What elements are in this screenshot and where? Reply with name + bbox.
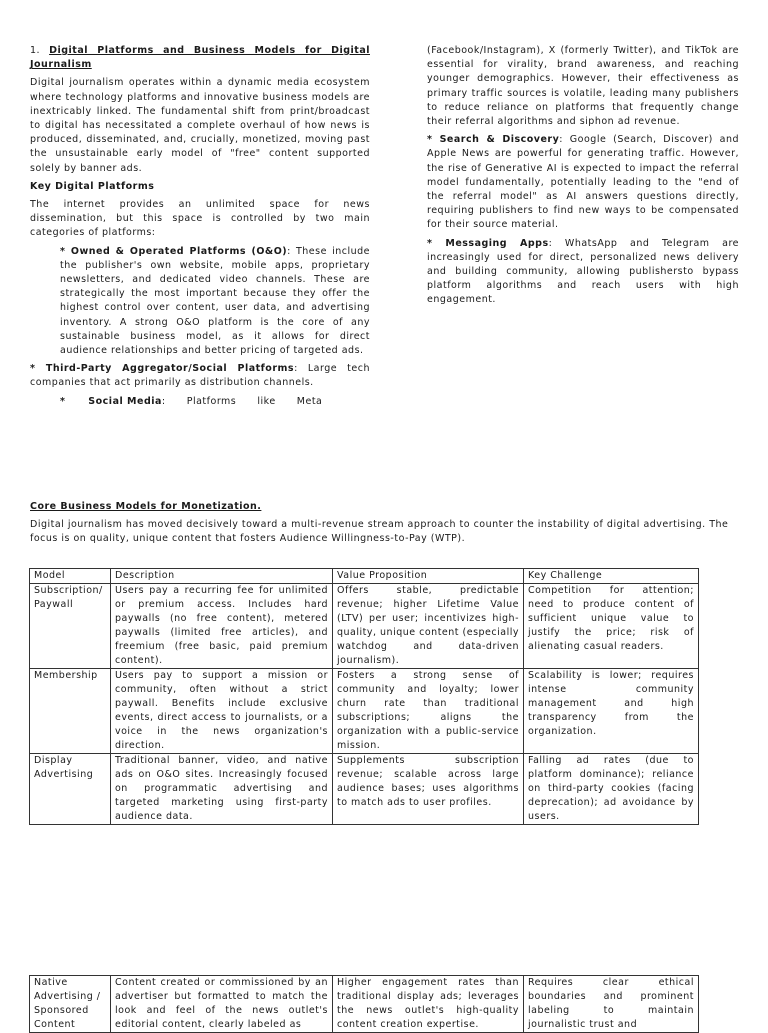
table-cell: Display Advertising <box>30 754 111 825</box>
business-models-section <box>30 500 740 547</box>
table-cell: Native Advertising / Sponsored Content <box>30 976 111 1033</box>
section-title: Digital Platforms and Business Models for Digital Journalism <box>30 45 370 71</box>
table-cell: Offers stable, predictable revenue; higher Lifetime Value (LTV) per user; incentivizes high-quality, unique content (especially watchdog and data-driven journalism). <box>333 584 524 669</box>
table-cell: Content created or commissioned by an advertiser but formatted to match the look and feel of the news outlet's editorial content, clearly labeled as <box>111 976 333 1033</box>
table-cell: Fosters a strong sense of community and loyalty; lower churn rate than traditional subscriptions; aligns the organization with a public-service mission. <box>333 669 524 754</box>
third-party-item <box>30 362 370 390</box>
table-cell: Subscription/ Paywall <box>30 584 111 669</box>
section-number: 1. <box>30 45 41 56</box>
business-models-intro: Digital journalism has moved decisively toward a multi-revenue stream approach to counter the instability of digital advertising. The focus is on quality, unique content that fosters Audience Willingness-to-Pay (WTP). <box>30 519 729 545</box>
key-platforms-heading: Key Digital Platforms <box>30 180 155 192</box>
platforms-intro: The internet provides an unlimited space for news dissemination, but this space is controlled by two main categories of platforms: <box>30 199 370 239</box>
table-header-cell: Key Challenge <box>524 569 699 584</box>
table-cell: Membership <box>30 669 111 754</box>
intro-paragraph: Digital journalism operates within a dynamic media ecosystem where technology platforms and innovative business models are inextricably linked. The fundamental shift from print/broadcast to digital has necessitated a complete overhaul of how news is produced, disseminated, and, crucially, monetized, moving past the unsustainable early model of "free" content supported solely by banner ads. <box>30 77 370 174</box>
social-media-label: * Social Media <box>60 395 162 407</box>
table-row <box>30 754 699 825</box>
owned-platforms-text: : These include the publisher's own website, mobile apps, proprietary newsletters, and dedicated video channels. These are strategically the most important because they offer the highest control over content, user data, and advertising inventory. A strong O&O platform is the core of any sustainable business model, as it allows for direct audience relationships and better pricing of targeted ads. <box>60 245 370 357</box>
messaging-apps-label: * Messaging Apps <box>427 237 549 249</box>
table-cell: Supplements subscription revenue; scalable across large audience bases; uses algorithms to match ads to user profiles. <box>333 754 524 825</box>
table-continuation-clip <box>0 975 768 1030</box>
table-row <box>30 669 699 754</box>
table-cell: Traditional banner, video, and native ads on O&O sites. Increasingly focused on programmatic advertising and targeted marketing using first-party audience data. <box>111 754 333 825</box>
business-models-table-continued <box>29 975 699 1033</box>
social-media-continued: (Facebook/Instagram), X (formerly Twitter), and TikTok are essential for virality, brand awareness, and reaching younger demographics. However, their effectiveness as primary traffic sources is volatile, leading many publishers to reduce reliance on platforms that frequently change their referral algorithms and siphon ad revenue. <box>427 45 739 128</box>
third-party-text: : Large tech companies that act primarily as distribution channels. <box>30 363 370 389</box>
section-heading <box>30 44 370 72</box>
right-column <box>427 44 739 312</box>
table-header-cell: Value Proposition <box>333 569 524 584</box>
third-party-label: * Third-Party Aggregator/Social Platforms <box>30 363 295 375</box>
table-header-row <box>30 569 699 584</box>
owned-platforms-label: * Owned & Operated Platforms (O&O) <box>60 245 288 257</box>
business-models-heading: Core Business Models for Monetization. <box>30 501 262 512</box>
search-discovery-label: * Search & Discovery <box>427 134 560 146</box>
table-row <box>30 976 699 1033</box>
owned-platforms-item <box>30 245 370 359</box>
left-column <box>30 44 370 413</box>
messaging-apps-text: : WhatsApp and Telegram are increasingly used for direct, personalized news delivery and building community, allowing publishersto bypass platform algorithms and reach users with high engagement. <box>427 237 739 306</box>
social-media-item <box>30 395 370 409</box>
table-cell: Users pay to support a mission or community, often without a strict paywall. Benefits include exclusive events, direct access to journalists, or a voice in the news organization's direction. <box>111 669 333 754</box>
table-cell: Competition for attention; need to produce content of sufficient unique value to justify the price; risk of alienating casual readers. <box>524 584 699 669</box>
table-header-cell: Model <box>30 569 111 584</box>
business-models-table <box>29 568 699 825</box>
messaging-apps-item <box>427 237 739 308</box>
social-media-text: : Platforms like Meta <box>161 395 323 407</box>
table-cell: Higher engagement rates than traditional display ads; leverages the news outlet's high-quality content creation expertise. <box>333 976 524 1033</box>
table-cell: Users pay a recurring fee for unlimited or premium access. Includes hard paywalls (no free content), metered paywalls (limited free articles), and freemium (free basic, paid premium content). <box>111 584 333 669</box>
table-row <box>30 584 699 669</box>
table-cell: Falling ad rates (due to platform dominance); reliance on third-party cookies (facing deprecation); ad avoidance by users. <box>524 754 699 825</box>
table-header-cell: Description <box>111 569 333 584</box>
search-discovery-item <box>427 133 739 232</box>
table-cell: Requires clear ethical boundaries and prominent labeling to maintain journalistic trust and <box>524 976 699 1033</box>
search-discovery-text: : Google (Search, Discover) and Apple News are powerful for generating traffic. However, the rise of Generative AI is expected to impact the referral model fundamentally, potentially leading to the "end of the referral model" as AI answers questions directly, requiring publishers to find new ways to be compensated for their source material. <box>427 134 739 231</box>
table-cell: Scalability is lower; requires intense community management and high transparency from the organization. <box>524 669 699 754</box>
